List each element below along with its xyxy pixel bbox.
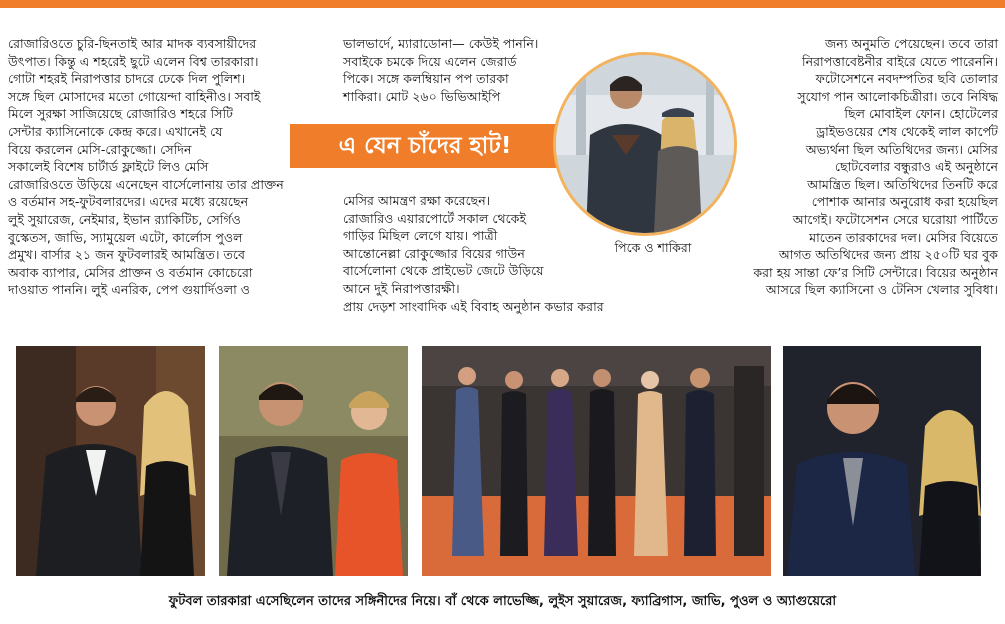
text-line: অবাক ব্যাপার, মেসির প্রাক্তন ও বর্তমান কোচেরো [8, 264, 253, 280]
circle-photo-caption: পিকে ও শাকিরা [614, 240, 692, 255]
text-line: প্রায় দেড়শ সাংবাদিক এই বিবাহ অনুষ্ঠান কভার করার [343, 298, 604, 314]
photo-caption: ফুটবল তারকারা এসেছিলেন তাদের সঙ্গিনীদের নিয়ে। বাঁ থেকে লাভেজ্জি, লুইস সুয়ারেজ, ফ্যাব্রিগাস, জাভি, পুওল ও অ্যাগুয়েরো [168, 594, 837, 609]
text-line: ছোটবেলার বন্ধুরাও এই অনুষ্ঠানে [834, 159, 998, 175]
text-line: শাকিরা। মোট ২৬০ ভিভিআইপি [343, 88, 501, 104]
photo-lavezzi-couple [16, 346, 205, 576]
text-line: সেন্টার ক্যাসিনোকে কেন্দ্র করে। এখানেই যে [8, 123, 223, 139]
headline: এ যেন চাঁদের হাট! [290, 124, 560, 168]
text-line: গোটা শহরই নিরাপত্তার চাদরে ঢেকে দিল পুলিশ। [8, 71, 246, 87]
photo-aguero-couple [783, 346, 981, 576]
text-line: আগত অতিথিদের জন্য প্রায় ২৫০টি ঘর বুক [778, 247, 998, 263]
pique-shakira-photo [553, 52, 737, 236]
text-line: আমন্ত্রিত ছিল। অতিথিদের তিনটি করে [807, 176, 998, 192]
text-line: লুই সুয়ারেজ, নেইমার, ইভান র‍্যাকিটিচ, সের্গিও [8, 211, 241, 227]
text-line: ছিল মোবাইল ফোন। হোটেলের [844, 106, 998, 122]
text-line: রোজারিও এয়ারপোর্টে সকাল থেকেই [343, 210, 527, 226]
text-line: গাড়ির মিছিল লেগে যায়। পাত্রী [343, 228, 498, 244]
text-line: আনে দুই নিরাপত্তারক্ষী। [343, 280, 460, 296]
text-line: ড্রাইভওয়ের শেষ থেকেই লাল কার্পেট [815, 123, 998, 139]
text-line: রোজারিওতে উড়িয়ে এনেছেন বার্সেলোনায় তার প্রাক্তন [8, 176, 284, 192]
text-line: মিলে সুরক্ষা সাজিয়েছে রোজারিও শহরে সিটি [8, 106, 234, 122]
article-column-2-top [343, 35, 569, 105]
text-line: পোশাক আনার অনুরোধ করা হয়েছিল [811, 194, 998, 210]
text-line: আগেই। ফটোসেশন সেরে ঘরোয়া পার্টিতে [792, 211, 998, 227]
text-line: উৎপাত। কিন্তু এ শহরেই ছুটে এলেন বিশ্ব তারকারা। [8, 53, 259, 69]
text-line: বার্সেলোনা থেকে প্রাইভেট জেটে উড়িয়ে [343, 263, 544, 279]
text-line: বুস্কেতস, জাভি, স্যামুয়েল এটো, কার্লোস পুওল [8, 229, 243, 245]
photo-red-carpet-group [422, 346, 771, 576]
text-line: রোজারিওতে চুরি-ছিনতাই আর মাদক ব্যবসায়ীদের [8, 36, 257, 51]
text-line: জন্য অনুমতি পেয়েছেন। তবে তারা [825, 36, 998, 51]
text-line: ভালভার্দে, ম্যারাডোনা— কেউই পাননি। [343, 36, 539, 51]
text-line: আন্তোনেল্লা রোকুজ্জোর বিয়ের গাউন [343, 245, 525, 261]
text-line: মেসির আমন্ত্রণ রক্ষা করেছেন। [343, 193, 491, 208]
text-line: বিয়ে করলেন মেসি-রোকুজ্জো। সেদিন [8, 141, 192, 157]
text-line: অভ্যর্থনা ছিল অতিথিদের জন্য। মেসির [805, 141, 998, 157]
text-line: সকালেই বিশেষ চার্টার্ড ফ্লাইটে লিও মেসি [8, 159, 209, 175]
text-line: মাতেন তারকাদের দল। মেসির বিয়েতে [809, 229, 998, 245]
text-line: করা হয় সান্তা ফে’র সিটি সেন্টারে। বিয়ের অনুষ্ঠান [753, 264, 998, 280]
photo-suarez-couple [219, 346, 408, 576]
article-column-3 [688, 35, 998, 299]
text-line: ফটোসেশনে নবদম্পতির ছবি তোলার [815, 71, 998, 87]
top-accent-rule [0, 0, 1005, 8]
text-line: সঙ্গে ছিল মোসাদের মতো গোয়েন্দা বাহিনীও। সবাই [8, 88, 261, 104]
text-line: নিরাপত্তাবেষ্টনীর বাইরে যেতে পারেননি। [802, 53, 998, 69]
text-line: সুযোগ পান আলোকচিত্রীরা। তবে নিষিদ্ধ [797, 88, 998, 104]
article-column-1 [8, 35, 326, 299]
text-line: দাওয়াত পাননি। লুই এনরিক, পেপ গুয়ার্দিওলা ও [8, 282, 251, 298]
text-line: আসরে ছিল ক্যাসিনো ও টেনিস খেলার সুবিধা। [765, 282, 998, 298]
text-line: প্রমুখ। বার্সার ২১ জন ফুটবলারই আমন্ত্রিত। তবে [8, 247, 245, 263]
text-line: ও বর্তমান সহ-ফুটবলারদের। এদের মধ্যে রয়েছেন [8, 194, 249, 210]
text-line: পিকে। সঙ্গে কলম্বিয়ান পপ তারকা [343, 71, 509, 87]
text-line: সবাইকে চমকে দিয়ে এলেন জেরার্ড [343, 53, 517, 69]
